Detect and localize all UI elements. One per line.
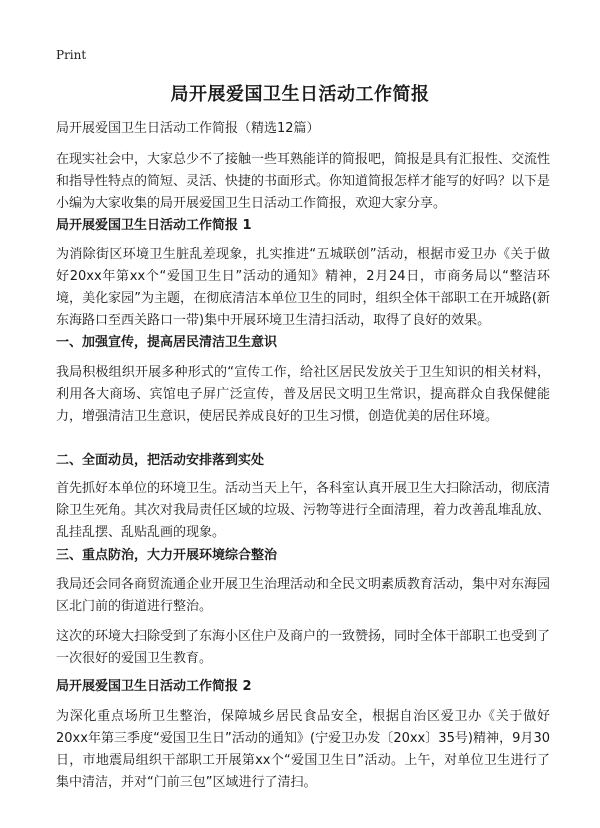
paragraph-remediation: 我局还会同各商贸流通企业开展卫生治理活动和全民文明素质教育活动，集中对东海园区北门前的街道进行整治。 (56, 577, 551, 614)
section-2-paragraph: 为深化重点场所卫生整治，保障城乡居民食品安全，根据自治区爱卫办《关于做好20xx年第三季度“爱国卫生日”活动的通知》(宁爱卫办发〔20xx〕35号)精神，9月30日，市地震局组织干部职工开展第xx个“爱国卫生日”活动。上午，对单位卫生进行了集中清洁，并对“门前三包”区域进行了清扫。 (56, 709, 550, 790)
document-title: 局开展爱国卫生日活动工作简报 (170, 84, 430, 105)
paragraph-mobilization: 首先抓好本单位的环境卫生。活动当天上午，各科室认真开展卫生大扫除活动，彻底清除卫生死角。其次对我局责任区域的垃圾、污物等进行全面清理，着力改善乱堆乱放、乱挂乱摆、乱贴乱画的现象。 (56, 481, 551, 540)
subheading-remediation: 三、重点防治，大力开展环境综合整治 (56, 548, 278, 563)
document-subtitle: 局开展爱国卫生日活动工作简报（精选12篇） (56, 121, 320, 136)
section-1-heading: 局开展爱国卫生日活动工作简报 1 (56, 218, 252, 233)
subheading-mobilization: 二、全面动员，把活动安排落到实处 (56, 453, 265, 468)
subheading-publicity: 一、加强宣传，提高居民清洁卫生意识 (56, 335, 278, 350)
section-1-paragraph: 为消除街区环境卫生脏乱差现象，扎实推进“五城联创”活动，根据市爱卫办《关于做好20xx年第xx个“爱国卫生日”活动的通知》精神，2月24日，市商务局以“整洁环境，美化家园”为主题，在彻底清洁本单位卫生的同时，组织全体干部职工在开城路(新东海路口至西关路口一带)集中开展环境卫生清扫活动，取得了良好的效果。 (56, 247, 550, 328)
paragraph-conclusion: 这次的环境大扫除受到了东海小区住户及商户的一致赞扬，同时全体干部职工也受到了一次很好的爱国卫生教育。 (56, 629, 551, 666)
print-link[interactable]: Print (56, 48, 87, 62)
section-2-heading: 局开展爱国卫生日活动工作简报 2 (56, 679, 252, 694)
intro-paragraph: 在现实社会中，大家总少不了接触一些耳熟能详的简报吧，简报是具有汇报性、交流性和指导性特点的简短、灵活、快捷的书面形式。你知道简报怎样才能写的好吗？以下是小编为大家收集的局开展爱国卫生日活动工作简报，欢迎大家分享。 (56, 152, 551, 211)
paragraph-publicity: 我局积极组织开展多种形式的“宣传工作，给社区居民发放关于卫生知识的相关材料，利用各大商场、宾馆电子屏广泛宣传，普及居民文明卫生常识，提高群众自我保健能力，增强清洁卫生意识，使居民养成良好的卫生习惯，创造优美的居住环境。 (56, 365, 550, 424)
